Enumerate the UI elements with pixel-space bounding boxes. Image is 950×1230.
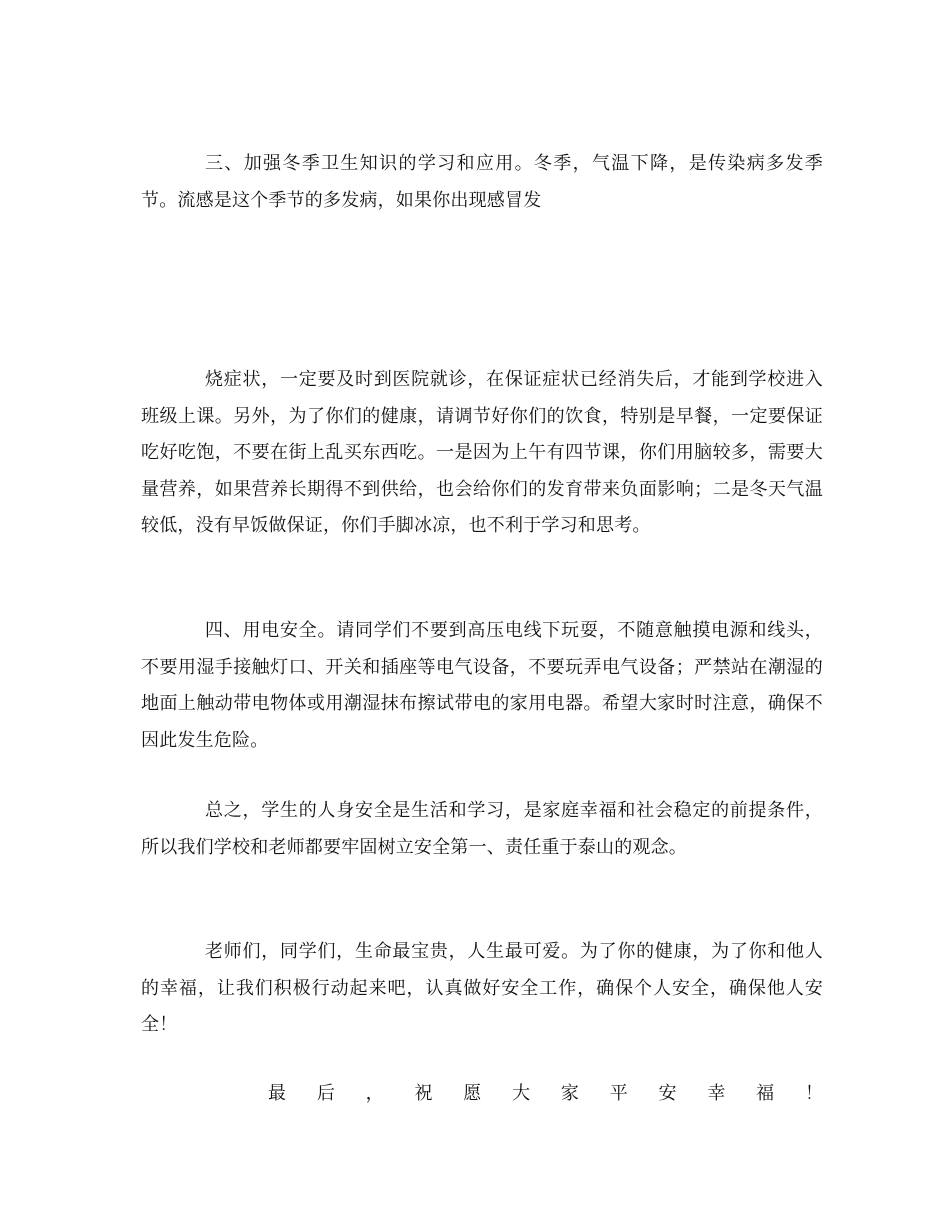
closing-line	[268, 1076, 823, 1112]
paragraph-fever-and-diet: 烧症状，一定要及时到医院就诊，在保证症状已经消失后，才能到学校进入班级上课。另外，为了你们的健康，请调节好你们的饮食，特别是早餐，一定要保证吃好吃饱，不要在街上乱买东西吃。一是因为上午有四节课，你们用脑较多，需要大量营养，如果营养长期得不到供给，也会给你们的发育带来负面影响；二是冬天气温较低，没有早饭做保证，你们手脚冰凉，也不利于学习和思考。	[141, 369, 823, 536]
closing-char: 平	[609, 1083, 628, 1104]
paragraph-call-to-action: 老师们，同学们，生命最宝贵，人生最可爱。为了你的健康，为了你和他人的幸福，让我们积极行动起来吧，认真做好安全工作，确保个人安全，确保他人安全！	[141, 941, 823, 1035]
paragraph-electrical-safety: 四、用电安全。请同学们不要到高压电线下玩耍，不随意触摸电源和线头，不要用湿手接触灯口、开关和插座等电气设备，不要玩弄电气设备；严禁站在潮湿的地面上触动带电物体或用潮湿抹布擦试带电的家用电器。希望大家时时注意，确保不因此发生危险。	[141, 620, 823, 751]
closing-char: 安	[658, 1083, 677, 1104]
closing-char: 祝	[414, 1083, 433, 1104]
closing-char: ，	[365, 1083, 384, 1104]
closing-char: ！	[804, 1083, 823, 1104]
paragraph-summary: 总之，学生的人身安全是生活和学习，是家庭幸福和社会稳定的前提条件，所以我们学校和老师都要牢固树立安全第一、责任重于泰山的观念。	[141, 800, 823, 858]
paragraph-winter-hygiene: 三、加强冬季卫生知识的学习和应用。冬季，气温下降，是传染病多发季节。流感是这个季节的多发病，如果你出现感冒发	[141, 153, 823, 211]
closing-char: 幸	[707, 1083, 726, 1104]
closing-char: 大	[512, 1083, 531, 1104]
closing-char: 愿	[463, 1083, 482, 1104]
closing-char: 后	[316, 1083, 335, 1104]
closing-char: 福	[756, 1083, 775, 1104]
closing-char: 家	[560, 1083, 579, 1104]
closing-char: 最	[268, 1083, 286, 1104]
